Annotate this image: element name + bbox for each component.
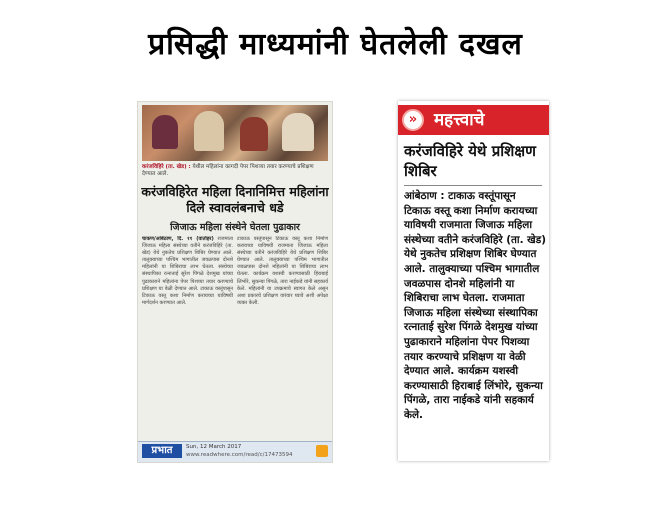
event-photo <box>142 105 328 161</box>
newspaper-clipping-right <box>398 101 549 461</box>
right-article-text: आंबेठाण : टाकाऊ वस्तूंपासून टिकाऊ वस्तू कशा निर्माण करायच्या याविषयी राजमाता जिजाऊ महिला संस्थेच्या वतीने करंजविहिरे (ता. खेड) येथे नुकतेच प्रशिक्षण शिबिर घेण्यात आले. तालुक्याच्या पश्चिम भागातील जवळपास दोनशे महिलांनी या शिबिराचा लाभ घेतला. राजमाता जिजाऊ महिला संस्थेच्या संस्थापिका रत्नाताई सुरेश पिंगळे देशमुख यांच्या पुढाकाराने महिलांना पेपर पिशव्या तयार करण्याचे प्रशिक्षण या वेळी देण्यात आले. कार्यक्रम यशस्वी करण्यासाठी हिराबाई लिंभोरे, सुकन्या पिंगळे, तारा नाईकडे यांनी सहकार्य केले. <box>404 190 546 421</box>
right-headline: करंजविहिरे येथे प्रशिक्षण शिबिर <box>404 142 536 180</box>
article-text: राजमाता जिजाऊ महिला संस्थेच्या वतीने करंजविहिरे (ता. खेड) येथे नुकतेच प्रशिक्षण शिबिर घेण्यात आले. तालुक्याच्या पश्चिम भागातील जवळपास दोनशे महिलांनी या शिबिराचा लाभ घेतला. संस्थेच्या संस्थापिका रत्नाताई सुरेश पिंगळे देशमुख यांच्या पुढाकाराने महिलांना पेपर पिशव्या तयार करण्याचे प्रशिक्षण या वेळी देण्यात आले. टाकाऊ वस्तूंपासून टिकाऊ वस्तू कशा निर्माण करायच्या याविषयी मार्गदर्शन करण्यात आले. <box>142 236 233 306</box>
dateline: चाकण/आंबेठाण, दि. ११ (वार्ताहर) <box>142 236 214 242</box>
left-headline: करंजविहिरेत महिला दिनानिमित्त महिलांना दिले स्वावलंबनाचे धडे <box>141 184 329 215</box>
banner-label: महत्त्वाचे <box>434 110 485 130</box>
paper-date: Sun, 12 March 2017 <box>186 444 242 450</box>
page-title: प्रसिद्धी माध्यमांनी घेतलेली दखल <box>148 27 523 62</box>
double-chevron-icon: » <box>402 109 424 131</box>
caption-place: करंजविहिरे (ता. खेड) : <box>142 164 191 170</box>
clipping-footer <box>138 441 332 462</box>
section-banner <box>398 105 549 135</box>
left-subheadline: जिजाऊ महिला संस्थेने घेतला पुढाकार <box>170 222 300 233</box>
article-text: टाकाऊ वस्तूंपासून टिकाऊ वस्तू कशा निर्माण करायच्या याविषयी राजमाता जिजाऊ महिला संस्थेच्या वतीने करंजविहिरे येथे प्रशिक्षण शिबिर घेण्यात आले. तालुक्याच्या पश्चिम भागातील जवळपास दोनशे महिलांनी या शिबिराचा लाभ घेतला. कार्यक्रम यशस्वी करण्यासाठी हिराबाई लिंभोरे, सुकन्या पिंगळे, तारा नाईकडे यांनी सहकार्य केले. महिलांनी या उपक्रमाचे स्वागत केले असून अशा प्रकारचे प्रशिक्षण वारंवार घ्यावे अशी अपेक्षा व्यक्त केली. <box>237 236 328 306</box>
article-columns <box>142 236 328 438</box>
divider <box>404 185 542 186</box>
article-column <box>142 236 233 438</box>
paper-url: www.readwhere.com/read/c/17473594 <box>186 452 293 458</box>
newspaper-clipping-left <box>137 101 333 463</box>
photo-caption <box>142 164 328 178</box>
publisher-logo-icon <box>316 445 328 457</box>
caption-text: येथील महिलांना कागदी पेपर पिशव्या तयार करण्याचे प्रशिक्षण देण्यात आले. <box>142 164 314 177</box>
newspaper-masthead: प्रभात <box>142 444 182 458</box>
article-column <box>237 236 328 438</box>
